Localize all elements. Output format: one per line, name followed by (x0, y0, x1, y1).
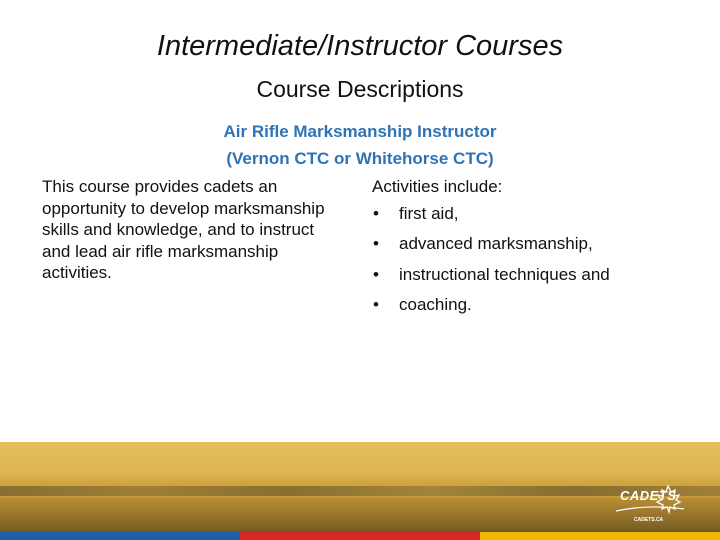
activity-label: coaching. (399, 295, 472, 314)
bullet-icon: • (373, 264, 379, 284)
activity-item (372, 233, 692, 255)
stripe-red (240, 532, 480, 540)
activity-item (372, 264, 692, 286)
activity-label: first aid, (399, 203, 459, 223)
activity-label: advanced marksmanship, (399, 234, 593, 253)
course-name: Air Rifle Marksmanship Instructor (223, 122, 497, 141)
logo-url: CADETS.CA (634, 517, 664, 523)
activities-list-block (372, 176, 692, 325)
stripe-yellow (480, 532, 720, 540)
activity-item (372, 203, 692, 225)
course-heading (0, 118, 720, 172)
logo-wordmark: CADETS (620, 488, 677, 503)
activities-lead: Activities include: (372, 177, 503, 196)
activities-list (372, 203, 692, 316)
activity-label: instructional techniques and (399, 264, 610, 284)
activity-item (372, 294, 692, 316)
slide-title: Intermediate/Instructor Courses (156, 30, 564, 62)
bullet-icon: • (373, 234, 379, 253)
slide-subtitle: Course Descriptions (256, 76, 464, 102)
course-location: (Vernon CTC or Whitehorse CTC) (226, 149, 494, 168)
sky-haze (0, 442, 720, 482)
stripe-blue (0, 532, 240, 540)
bullet-icon: • (373, 203, 379, 223)
course-description: This course provides cadets an opportunity to develop marksmanship skills and knowledge, and to instruct and lead air rifle marksmanship activities. (42, 177, 325, 282)
bullet-icon: • (373, 295, 379, 314)
cadets-logo (612, 482, 692, 524)
